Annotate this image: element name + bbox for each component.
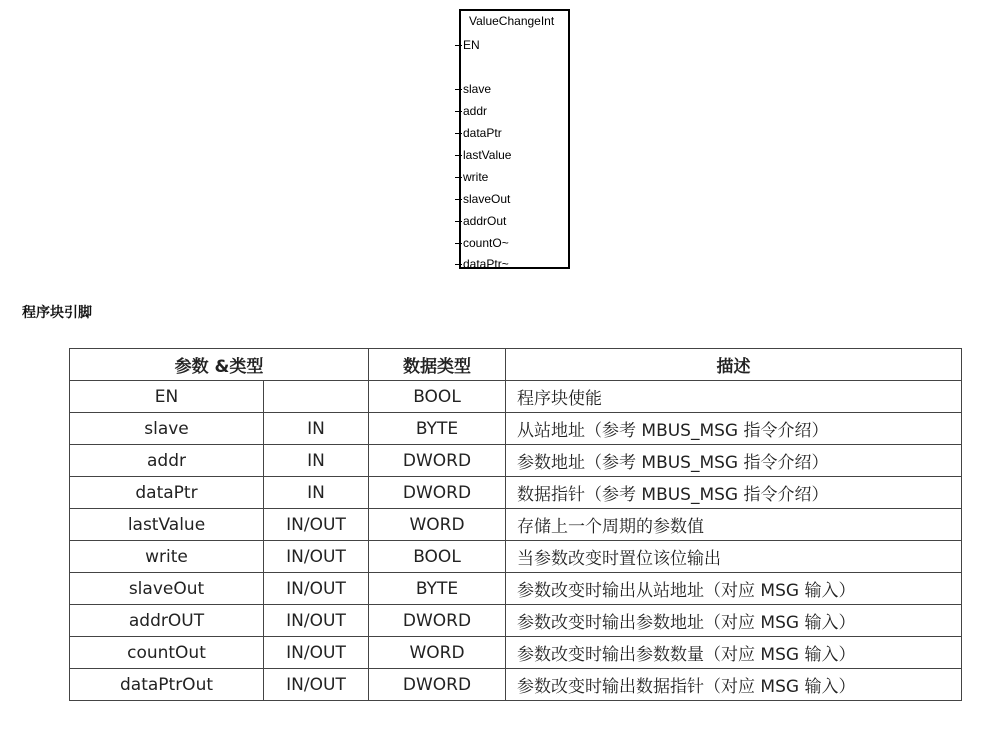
pin-label: lastValue bbox=[463, 148, 512, 162]
param-description: 当参数改变时置位该位输出 bbox=[506, 541, 962, 573]
param-data-type: BYTE bbox=[369, 413, 506, 445]
table-header-row bbox=[70, 349, 962, 381]
pin-write bbox=[455, 169, 488, 185]
pin-lastvalue bbox=[455, 147, 511, 163]
param-description: 参数改变时输出数据指针（对应 MSG 输入） bbox=[506, 669, 962, 701]
header-description: 描述 bbox=[506, 349, 962, 381]
param-description: 参数地址（参考 MBUS_MSG 指令介绍） bbox=[506, 445, 962, 477]
pin-label: dataPtr bbox=[463, 126, 502, 140]
param-name: countOut bbox=[70, 637, 264, 669]
param-direction: IN/OUT bbox=[264, 573, 369, 605]
param-description: 存储上一个周期的参数值 bbox=[506, 509, 962, 541]
pin-addr bbox=[455, 103, 487, 119]
pin-en bbox=[455, 37, 480, 53]
pin-connector bbox=[455, 177, 462, 178]
pin-label: dataPtr~ bbox=[463, 257, 509, 271]
header-param-type: 参数 &类型 bbox=[70, 349, 369, 381]
pin-connector bbox=[455, 89, 462, 90]
table-row bbox=[70, 605, 962, 637]
table-row bbox=[70, 413, 962, 445]
param-direction: IN/OUT bbox=[264, 669, 369, 701]
param-direction: IN bbox=[264, 477, 369, 509]
pin-connector bbox=[455, 155, 462, 156]
param-name: slaveOut bbox=[70, 573, 264, 605]
header-data-type: 数据类型 bbox=[369, 349, 506, 381]
param-direction: IN/OUT bbox=[264, 605, 369, 637]
table-row bbox=[70, 637, 962, 669]
pin-dataptr bbox=[455, 125, 502, 141]
pin-label: slaveOut bbox=[463, 192, 511, 206]
pin-slave bbox=[455, 81, 491, 97]
function-block-title: ValueChangeInt bbox=[469, 14, 555, 28]
param-data-type: DWORD bbox=[369, 669, 506, 701]
param-description: 参数改变时输出从站地址（对应 MSG 输入） bbox=[506, 573, 962, 605]
function-block-diagram bbox=[459, 9, 570, 269]
table-row bbox=[70, 573, 962, 605]
pin-dataptrout bbox=[455, 256, 509, 272]
pin-label: EN bbox=[463, 38, 480, 52]
param-data-type: DWORD bbox=[369, 477, 506, 509]
param-direction bbox=[264, 381, 369, 413]
table-row bbox=[70, 445, 962, 477]
pin-label: write bbox=[463, 170, 489, 184]
param-name: lastValue bbox=[70, 509, 264, 541]
param-name: write bbox=[70, 541, 264, 573]
param-data-type: DWORD bbox=[369, 445, 506, 477]
param-data-type: WORD bbox=[369, 509, 506, 541]
param-description: 从站地址（参考 MBUS_MSG 指令介绍） bbox=[506, 413, 962, 445]
param-direction: IN bbox=[264, 413, 369, 445]
table-row bbox=[70, 541, 962, 573]
param-direction: IN/OUT bbox=[264, 509, 369, 541]
pin-countout bbox=[455, 235, 509, 251]
pin-connector bbox=[455, 111, 462, 112]
pin-label: slave bbox=[463, 82, 492, 96]
pin-connector bbox=[455, 45, 462, 46]
param-name: dataPtr bbox=[70, 477, 264, 509]
param-name: dataPtrOut bbox=[70, 669, 264, 701]
pin-connector bbox=[455, 133, 462, 134]
table-row bbox=[70, 477, 962, 509]
param-direction: IN/OUT bbox=[264, 541, 369, 573]
param-data-type: DWORD bbox=[369, 605, 506, 637]
param-data-type: WORD bbox=[369, 637, 506, 669]
param-direction: IN/OUT bbox=[264, 637, 369, 669]
param-direction: IN bbox=[264, 445, 369, 477]
table-row bbox=[70, 669, 962, 701]
param-description: 程序块使能 bbox=[506, 381, 962, 413]
pin-connector bbox=[455, 243, 462, 244]
param-description: 数据指针（参考 MBUS_MSG 指令介绍） bbox=[506, 477, 962, 509]
pin-addrout bbox=[455, 213, 506, 229]
param-name: addr bbox=[70, 445, 264, 477]
pin-slaveout bbox=[455, 191, 510, 207]
pin-connector bbox=[455, 221, 462, 222]
param-name: slave bbox=[70, 413, 264, 445]
param-description: 参数改变时输出参数数量（对应 MSG 输入） bbox=[506, 637, 962, 669]
pin-label: addrOut bbox=[463, 214, 507, 228]
param-name: addrOUT bbox=[70, 605, 264, 637]
param-data-type: BYTE bbox=[369, 573, 506, 605]
section-heading: 程序块引脚 bbox=[22, 305, 92, 321]
param-data-type: BOOL bbox=[369, 541, 506, 573]
table-row bbox=[70, 381, 962, 413]
pin-label: countO~ bbox=[463, 236, 509, 250]
param-data-type: BOOL bbox=[369, 381, 506, 413]
pin-connector bbox=[455, 199, 462, 200]
table-row bbox=[70, 509, 962, 541]
pin-label: addr bbox=[463, 104, 488, 118]
param-name: EN bbox=[70, 381, 264, 413]
param-description: 参数改变时输出参数地址（对应 MSG 输入） bbox=[506, 605, 962, 637]
pin-connector bbox=[455, 264, 462, 265]
parameter-table bbox=[69, 348, 962, 701]
